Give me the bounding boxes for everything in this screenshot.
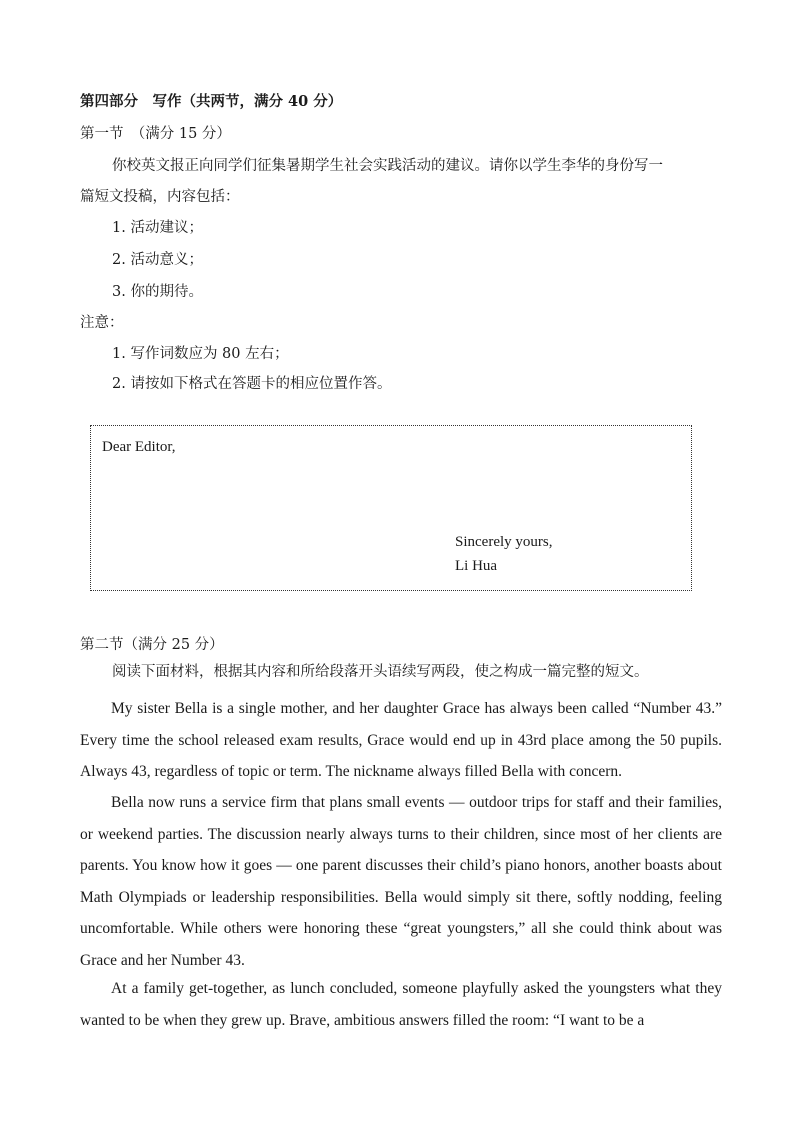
section1-prompt-line2: 篇短文投稿，内容包括：: [80, 189, 240, 205]
section1-item-1: 1. 活动建议；: [112, 220, 203, 236]
passage-paragraph-2: Bella now runs a service firm that plans small events — outdoor trips for staff and their families, or weekend parties. The discussion nearly always turns to their children, since most of her clients are parents. You know how it goes — one parent discusses their child’s piano honors, another boasts about Math Olympiads or leadership responsibilities. Bella would simply sit there, softly nodding, feeling uncomfortable. While others were honoring these “great youngsters,” all she could think about was Grace and her Number 43.: [80, 794, 722, 969]
section2-instruction: 阅读下面材料，根据其内容和所给段落开头语续写两段，使之构成一篇完整的短文。: [112, 664, 649, 680]
section1-prompt-line1: 你校英文报正向同学们征集暑期学生社会实践活动的建议。请你以学生李华的身份写一: [112, 158, 663, 174]
letter-format-box: [90, 425, 692, 591]
section1-heading: 第一节 （满分 15 分）: [80, 126, 231, 142]
passage-paragraph-3: At a family get-together, as lunch concluded, someone playfully asked the youngsters what they wanted to be when they grew up. Brave, ambitious answers filled the room: “I want to be a: [80, 980, 722, 1029]
section2-heading: 第二节（满分 25 分）: [80, 637, 224, 653]
section1-item-3: 3. 你的期待。: [112, 284, 203, 300]
note-label: 注意：: [80, 315, 124, 331]
passage-paragraph-1: My sister Bella is a single mother, and her daughter Grace has always been called “Number 43.” Every time the school released exam results, Grace would end up in 43rd place among the 50 pupils. Always 43, regardless of topic or term. The nickname always filled Bella with concern.: [80, 700, 722, 780]
letter-greeting: Dear Editor,: [102, 439, 176, 455]
section1-item-2: 2. 活动意义；: [112, 252, 203, 268]
note-1: 1. 写作词数应为 80 左右；: [112, 346, 289, 362]
letter-closing: Sincerely yours,: [455, 534, 553, 550]
part-heading: 第四部分 写作（共两节，满分 40 分）: [80, 93, 343, 110]
letter-signature: Li Hua: [455, 558, 498, 574]
note-2: 2. 请按如下格式在答题卡的相应位置作答。: [112, 376, 392, 392]
